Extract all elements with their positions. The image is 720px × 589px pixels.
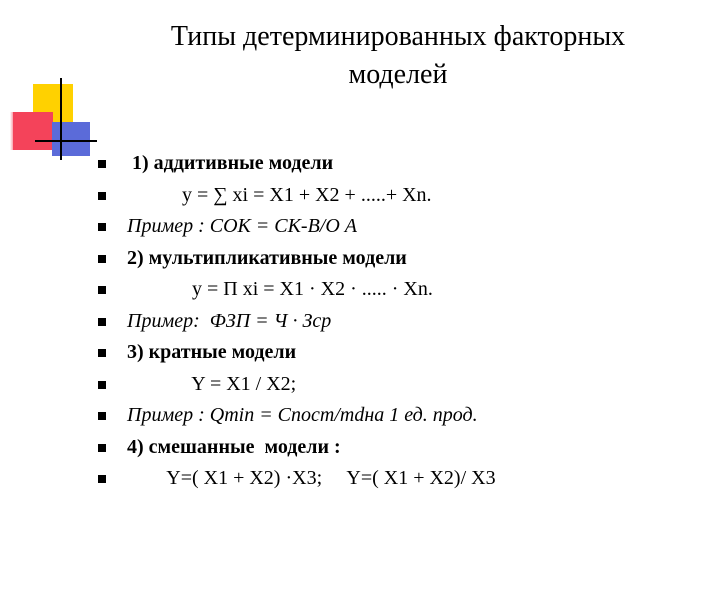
list-item bbox=[96, 211, 696, 243]
list-item bbox=[96, 337, 696, 369]
list-item-text: 3) кратные модели bbox=[127, 341, 297, 363]
bullet-icon bbox=[98, 381, 106, 389]
bullet-icon bbox=[98, 223, 106, 231]
bullet-icon bbox=[98, 318, 106, 326]
bullet-icon bbox=[98, 160, 106, 168]
list-item-text: y = П xi = X1 · X2 · ..... · Xn. bbox=[127, 278, 433, 300]
bullet-icon bbox=[98, 255, 106, 263]
list-item-text: Y=( X1 + X2) ·X3; Y=( X1 + X2)/ X3 bbox=[127, 467, 496, 489]
bullet-icon bbox=[98, 349, 106, 357]
bullet-icon bbox=[98, 444, 106, 452]
list-item bbox=[96, 148, 696, 180]
title-line-2: моделей bbox=[348, 59, 448, 90]
list-item bbox=[96, 274, 696, 306]
list-item bbox=[96, 463, 696, 495]
list-item bbox=[96, 306, 696, 338]
bullet-icon bbox=[98, 475, 106, 483]
list-item bbox=[96, 369, 696, 401]
decor-red-square bbox=[13, 112, 53, 150]
title-line-1: Типы детерминированных факторных bbox=[170, 21, 626, 52]
list-item bbox=[96, 180, 696, 212]
list-item-text: Пример : СОК = СК-В/О А bbox=[127, 215, 358, 237]
list-item-text: Пример : Qmin = Спост/mdна 1 ед. прод. bbox=[127, 404, 478, 426]
list-item-text: Пример: ФЗП = Ч · Зср bbox=[127, 309, 332, 332]
list-item bbox=[96, 243, 696, 275]
list-item-text: 2) мультипликативные модели bbox=[127, 246, 407, 269]
list-item-text: y = ∑ xi = X1 + X2 + .....+ Xn. bbox=[127, 183, 432, 206]
decor-vertical-line bbox=[60, 78, 62, 160]
decor-horizontal-line bbox=[35, 140, 97, 142]
bullet-list bbox=[96, 148, 696, 495]
list-item-text: 1) аддитивные модели bbox=[127, 152, 334, 174]
bullet-icon bbox=[98, 192, 106, 200]
bullet-icon bbox=[98, 286, 106, 294]
list-item bbox=[96, 400, 696, 432]
list-item-text: Y = X1 / X2; bbox=[127, 372, 297, 395]
decor-blue-square bbox=[52, 122, 90, 156]
bullet-icon bbox=[98, 412, 106, 420]
slide-title bbox=[118, 18, 678, 94]
list-item-text: 4) смешанные модели : bbox=[127, 435, 341, 458]
list-item bbox=[96, 432, 696, 464]
